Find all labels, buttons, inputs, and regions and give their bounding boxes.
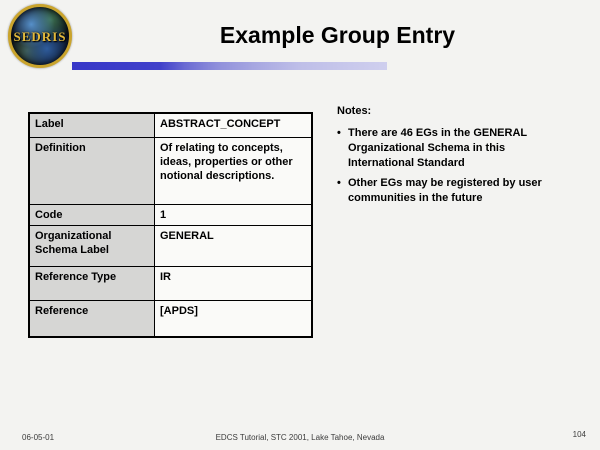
- row-value-cell: ABSTRACT_CONCEPT: [155, 113, 313, 138]
- row-value-cell: Of relating to concepts, ideas, properties or other notional descriptions.: [155, 138, 313, 205]
- note-bullet-item: [337, 176, 552, 206]
- bullet-icon: •: [337, 177, 341, 189]
- notes-panel: [337, 104, 552, 211]
- row-value-cell: 1: [155, 205, 313, 226]
- row-value-cell: GENERAL: [155, 226, 313, 267]
- table-row: [29, 205, 312, 226]
- group-entry-table: [28, 112, 313, 338]
- note-text: There are 46 EGs in the GENERAL Organizational Schema in this International Standard: [348, 127, 527, 169]
- row-label-cell: Definition: [29, 138, 155, 205]
- page-number: 104: [572, 430, 586, 439]
- row-value-cell: IR: [155, 267, 313, 301]
- note-bullet-item: [337, 126, 552, 171]
- table-row: [29, 226, 312, 267]
- table-row: [29, 113, 312, 138]
- row-label-cell: Reference Type: [29, 267, 155, 301]
- table-row: [29, 138, 312, 205]
- row-label-cell: Reference: [29, 301, 155, 338]
- title-divider-rule: [72, 62, 387, 70]
- logo-text: SEDRIS: [13, 29, 67, 44]
- table-row: [29, 267, 312, 301]
- footer-date: 06-05-01: [22, 433, 55, 442]
- row-label-cell: Organizational Schema Label: [29, 226, 155, 267]
- sedris-globe-logo-icon: [8, 4, 72, 68]
- table-row: [29, 301, 312, 338]
- row-value-cell: [APDS]: [155, 301, 313, 338]
- row-label-cell: Code: [29, 205, 155, 226]
- row-label-cell: Label: [29, 113, 155, 138]
- notes-heading: Notes:: [337, 105, 372, 117]
- bullet-icon: •: [337, 127, 341, 139]
- note-text: Other EGs may be registered by user communities in the future: [348, 177, 542, 204]
- footer-event-title: EDCS Tutorial, STC 2001, Lake Tahoe, Nevada: [215, 433, 385, 442]
- slide-title: Example Group Entry: [219, 22, 456, 48]
